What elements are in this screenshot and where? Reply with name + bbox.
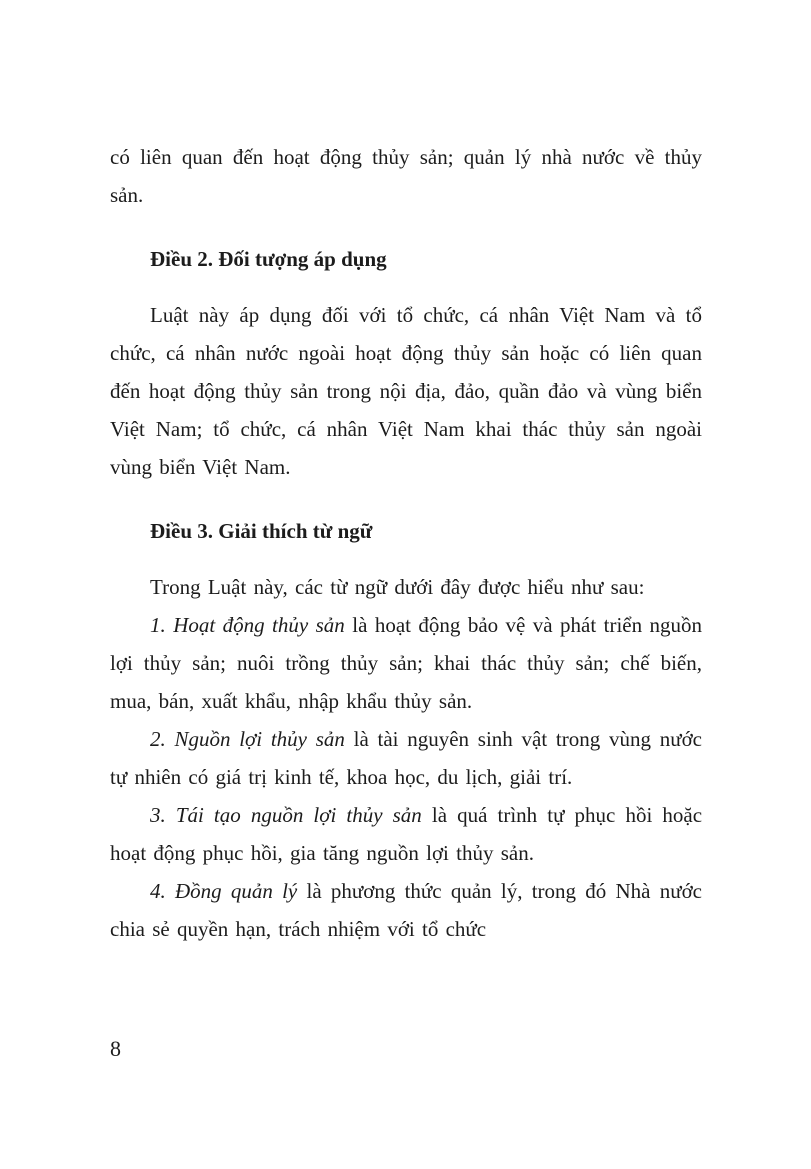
definition-item-3 [110,796,702,872]
definition-item-4 [110,872,702,948]
page-number: 8 [110,1036,121,1061]
defined-term: Nguồn lợi thủy sản [174,727,345,751]
document-page [110,138,702,948]
definition-text: là tài nguyên sinh vật trong vùng nước tự nhiên có giá trị kinh tế, khoa học, du lịch, giải trí. [110,727,703,789]
article-3-heading: Điều 3. Giải thích từ ngữ [150,519,373,543]
defined-term: Hoạt động thủy sản [173,613,345,637]
definition-item-2 [110,720,702,796]
item-number: 3. [150,803,166,827]
definition-text: là quá trình tự phục hồi hoặc hoạt động phục hồi, gia tăng nguồn lợi thủy sản. [110,803,703,865]
definition-text: là hoạt động bảo vệ và phát triển nguồn lợi thủy sản; nuôi trồng thủy sản; khai thác thủy sản; chế biến, mua, bán, xuất khẩu, nhập khẩu thủy sản. [110,613,703,713]
item-number: 2. [150,727,166,751]
definition-text: là phương thức quản lý, trong đó Nhà nước chia sẻ quyền hạn, trách nhiệm với tổ chức [110,879,703,941]
paragraph-continuation: có liên quan đến hoạt động thủy sản; quản lý nhà nước về thủy sản. [110,145,702,207]
defined-term: Đồng quản lý [174,879,298,903]
item-number: 4. [150,879,166,903]
article-2-heading: Điều 2. Đối tượng áp dụng [150,247,387,271]
article-2-body: Luật này áp dụng đối với tổ chức, cá nhân Việt Nam và tổ chức, cá nhân nước ngoài hoạt động thủy sản hoặc có liên quan đến hoạt động thủy sản trong nội địa, đảo, quần đảo và vùng biển Việt Nam; tổ chức, cá nhân Việt Nam khai thác thủy sản ngoài vùng biển Việt Nam. [110,303,702,479]
item-number: 1. [150,613,166,637]
article-3-intro: Trong Luật này, các từ ngữ dưới đây được hiểu như sau: [150,575,645,599]
defined-term: Tái tạo nguồn lợi thủy sản [175,803,422,827]
definition-item-1 [110,606,702,720]
